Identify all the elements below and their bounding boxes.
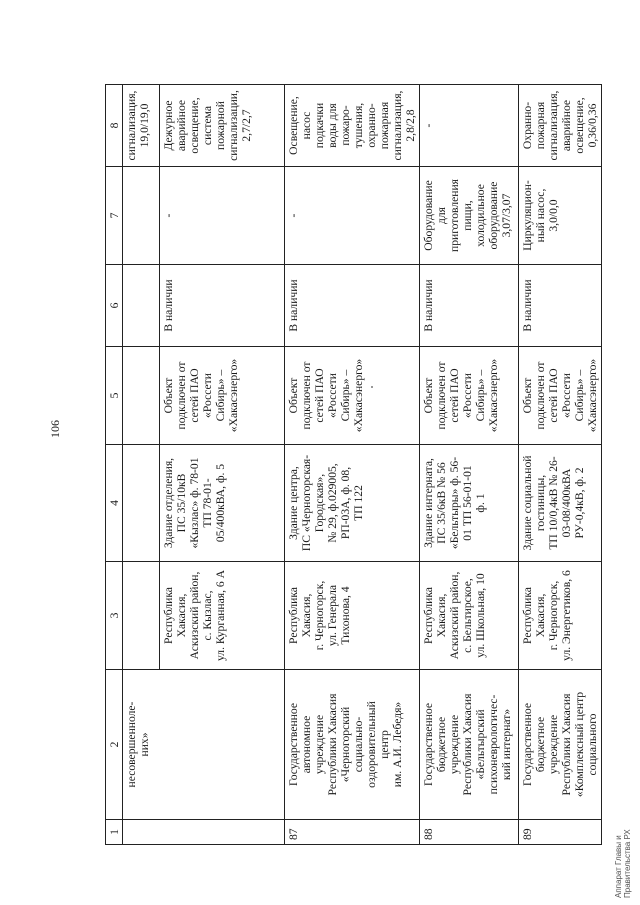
cell bbox=[123, 167, 160, 265]
col-number: 1 bbox=[106, 820, 123, 845]
col-number: 3 bbox=[106, 562, 123, 670]
cell bbox=[123, 562, 160, 670]
cell-name: Государственное бюджетное учреждение Республики Хакасия «Бельтырский психоневрологичес- кий интернат» bbox=[420, 670, 519, 820]
cell-equipment: - bbox=[420, 85, 519, 167]
col-number: 6 bbox=[106, 265, 123, 347]
table-row bbox=[285, 85, 420, 845]
cell-connection: Объект подключен от сетей ПАО «Россети Сибирь» – «Хакасэнерго» bbox=[160, 347, 285, 445]
cell-power-source: Здание интерната, ПС 35/6кВ № 56 «Бельтыры» ф. 56- 01 ТП 56-01-01 ф. 1 bbox=[420, 445, 519, 562]
cell bbox=[123, 445, 160, 562]
cell-name: Государственное бюджетное учреждение Республики Хакасия «Комплексный центр социального bbox=[519, 670, 602, 820]
cell-connection: Объект подключен от сетей ПАО «Россети Сибирь» – «Хакасэнерго» bbox=[519, 347, 602, 445]
cell-load: Оборудование для приготовления пищи, холодильное оборудование 3,07/3,07 bbox=[420, 167, 519, 265]
cell-equipment: Дежурное аварийное освещение, система пожарной сигнализации, 2,7/2,7 bbox=[160, 85, 285, 167]
cell bbox=[123, 265, 160, 347]
cell-power-source: Здание отделения, ПС 35/10кВ «Кызлас» ф. 78-01 ТП 78-01- 05/400кВА, ф. 5 bbox=[160, 445, 285, 562]
cell-availability: В наличии bbox=[519, 265, 602, 347]
col-number: 5 bbox=[106, 347, 123, 445]
cell-num: 89 bbox=[519, 820, 602, 845]
cell-num: 88 bbox=[420, 820, 519, 845]
footer-stamp: Аппарат Главы и Правительства РХ bbox=[614, 829, 632, 898]
cell-address: Республика Хакасия, г. Черногорск, ул. Генерала Тихонова, 4 bbox=[285, 562, 420, 670]
col-number: 4 bbox=[106, 445, 123, 562]
cell-num bbox=[160, 820, 285, 845]
cell-address: Республика Хакасия, г. Черногорск, ул. Энергетиков, 6 bbox=[519, 562, 602, 670]
column-number-row bbox=[106, 85, 123, 845]
cell-load: - bbox=[285, 167, 420, 265]
cell-connection: Объект подключен от сетей ПАО «Россети Сибирь» – «Хакасэнерго» bbox=[285, 347, 420, 445]
cell-availability: В наличии bbox=[160, 265, 285, 347]
cell-num: 87 bbox=[285, 820, 420, 845]
continuation-row bbox=[123, 85, 160, 845]
facilities-table bbox=[105, 84, 602, 845]
cell-continued-name: несовершенноле- них» bbox=[123, 670, 160, 820]
cell-equipment: Охранно- пожарная сигнализация, аварийное освещение, 0,36/0,36 bbox=[519, 85, 602, 167]
cell-power-source: Здание центра, ПС «Черногорская- Городская», № 29, ф.029005, РП-03А, ф. 08, ТП 122 bbox=[285, 445, 420, 562]
cell-power-source: Здание социальной гостиницы, ТП 10/0,4кВ № 26- 03-08/400кВА РУ-0,4кВ, ф. 2 bbox=[519, 445, 602, 562]
col-number: 2 bbox=[106, 670, 123, 820]
cell-load: - bbox=[160, 167, 285, 265]
cell-name bbox=[160, 670, 285, 820]
cell-load: Циркуляцион- ный насос, 3,0/0,0 bbox=[519, 167, 602, 265]
cell bbox=[123, 347, 160, 445]
cell-address: Республика Хакасия, Аскизский район, с. Бельтирское, ул. Школьная, 10 bbox=[420, 562, 519, 670]
table-rotated-container bbox=[105, 85, 599, 845]
cell-connection: Объект подключен от сетей ПАО «Россети Сибирь» – «Хакасэнерго» bbox=[420, 347, 519, 445]
col-number: 7 bbox=[106, 167, 123, 265]
cell-num bbox=[123, 820, 160, 845]
cell-address: Республика Хакасия, Аскизский район, с. Кызлас, ул. Курганная, 6 А bbox=[160, 562, 285, 670]
table-row bbox=[420, 85, 519, 845]
col-number: 8 bbox=[106, 85, 123, 167]
cell-availability: В наличии bbox=[420, 265, 519, 347]
cell-availability: В наличии bbox=[285, 265, 420, 347]
table-row bbox=[160, 85, 285, 845]
cell-equipment: Освещение, насос подкачки воды для пожаро- тушения, охранно- пожарная сигнализация, 2,8/2,8 bbox=[285, 85, 420, 167]
cell-name: Государственное автономное учреждение Республики Хакасия «Черногорский социально- оздоровительный центр им. А.И. Лебедя» bbox=[285, 670, 420, 820]
table-row bbox=[519, 85, 602, 845]
cell-continued-equipment: сигнализация, 19,0/19,0 bbox=[123, 85, 160, 167]
page-number: 106 bbox=[48, 420, 62, 438]
